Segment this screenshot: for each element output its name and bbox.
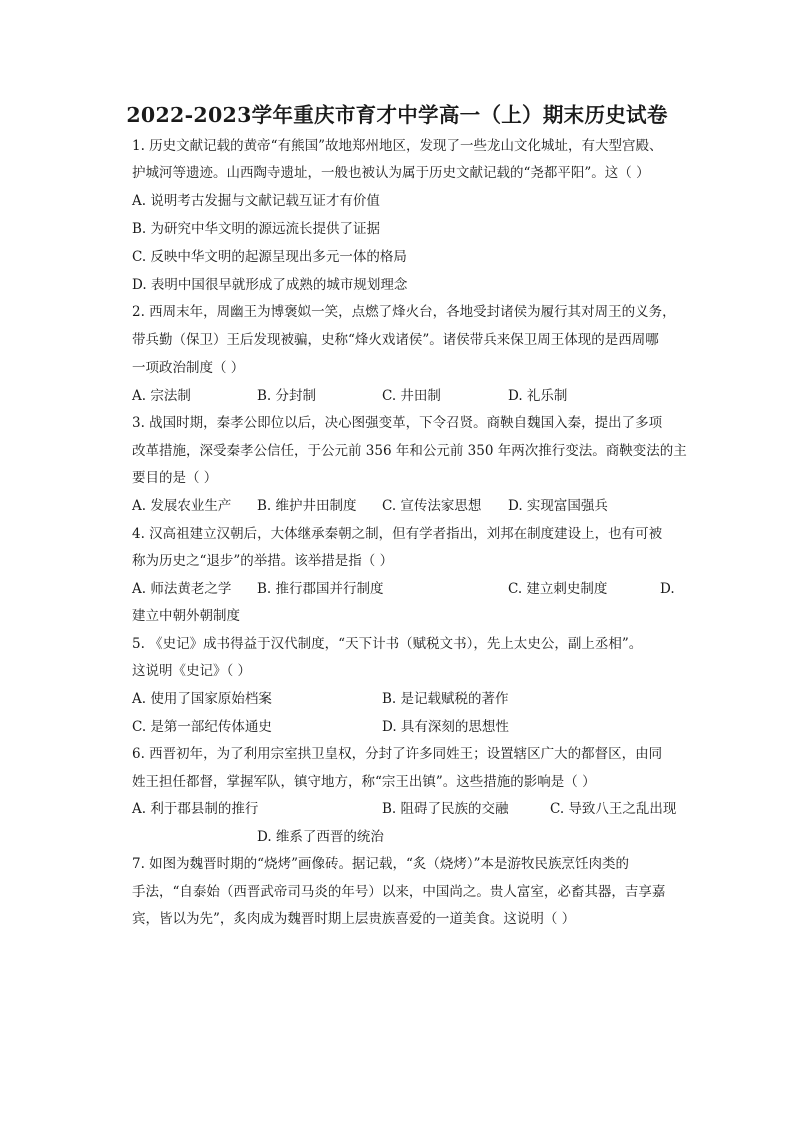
- question-2-option-b: B. 分封制: [257, 388, 317, 404]
- question-3-option-b: B. 维护井田制度: [257, 498, 357, 514]
- question-6-stem-line-2: 姓王担任都督，掌握军队，镇守地方，称“宗王出镇”。这些措施的影响是（ ）: [132, 774, 596, 790]
- page-title: 2022-2023学年重庆市育才中学高一（上）期末历史试卷: [126, 103, 668, 127]
- question-4-stem-line-2: 称为历史之“退步”的举措。该举措是指（ ）: [132, 553, 394, 569]
- question-2-option-d: D. 礼乐制: [508, 388, 568, 404]
- question-7-stem-line-3: 宾，皆以为先”，炙肉成为魏晋时期上层贵族喜爱的一道美食。这说明（ ）: [132, 911, 576, 927]
- question-2-option-a: A. 宗法制: [132, 388, 191, 404]
- question-3-stem-line-3: 要目的是（ ）: [132, 470, 218, 486]
- question-2-stem-line-2: 带兵勤（保卫）王后发现被骗，史称“烽火戏诸侯”。诸侯带兵来保卫周王体现的是西周哪: [132, 332, 659, 348]
- question-1-option-c: C. 反映中华文明的起源呈现出多元一体的格局: [132, 249, 407, 265]
- question-1-option-d: D. 表明中国很早就形成了成熟的城市规划理念: [132, 277, 408, 293]
- question-3-option-a: A. 发展农业生产: [132, 498, 232, 514]
- question-4-option-d-label: D.: [660, 581, 675, 597]
- question-3-option-c: C. 宣传法家思想: [382, 498, 482, 514]
- question-6-option-b: B. 阻碍了民族的交融: [382, 801, 509, 817]
- question-6-option-a: A. 利于郡县制的推行: [132, 801, 259, 817]
- question-1-option-b: B. 为研究中华文明的源远流长提供了证据: [132, 221, 381, 237]
- question-2-stem-line-3: 一项政治制度（ ）: [132, 360, 245, 376]
- question-5-option-c: C. 是第一部纪传体通史: [132, 719, 272, 735]
- question-2-stem-line-1: 2. 西周末年，周幽王为博褒姒一笑，点燃了烽火台，各地受封诸侯为履行其对周王的义务，: [132, 304, 676, 320]
- question-3-option-d: D. 实现富国强兵: [508, 498, 608, 514]
- question-6-option-c: C. 导致八王之乱出现: [550, 801, 677, 817]
- question-3-stem-line-1: 3. 战国时期，秦孝公即位以后，决心图强变革，下令召贤。商鞅自魏国入秦，提出了多项: [132, 415, 663, 431]
- question-7-stem-line-1: 7. 如图为魏晋时期的“烧烤”画像砖。据记载，“炙（烧烤）”本是游牧民族烹饪肉类的: [132, 856, 630, 872]
- question-3-stem-line-2: 改革措施，深受秦孝公信任，于公元前 356 年和公元前 350 年两次推行变法。商鞅变法的主: [132, 443, 687, 459]
- question-4-option-c: C. 建立刺史制度: [508, 581, 608, 597]
- question-4-option-a: A. 师法黄老之学: [132, 581, 232, 597]
- question-5-option-b: B. 是记载赋税的著作: [382, 691, 509, 707]
- question-6-stem-line-1: 6. 西晋初年，为了利用宗室拱卫皇权，分封了许多同姓王；设置辖区广大的都督区，由同: [132, 746, 663, 762]
- question-5-stem-line-2: 这说明《史记》（ ）: [132, 663, 252, 679]
- question-1-option-a: A. 说明考古发掘与文献记载互证才有价值: [132, 193, 380, 209]
- question-7-stem-line-2: 手法，“自泰始（西晋武帝司马炎的年号）以来，中国尚之。贵人富室，必畜其器，吉享嘉: [132, 884, 666, 900]
- question-5-option-d: D. 具有深刻的思想性: [382, 719, 509, 735]
- question-1-stem-line-1: 1. 历史文献记载的黄帝“有熊国”故地郑州地区，发现了一些龙山文化城址，有大型宫殿、: [132, 138, 663, 154]
- question-6-option-d: D. 维系了西晋的统治: [257, 829, 384, 845]
- question-4-option-d-text: 建立中朝外朝制度: [132, 608, 240, 624]
- question-4-stem-line-1: 4. 汉高祖建立汉朝后，大体继承秦朝之制，但有学者指出，刘邦在制度建设上，也有可被: [132, 526, 663, 542]
- question-5-option-a: A. 使用了国家原始档案: [132, 691, 272, 707]
- question-2-option-c: C. 井田制: [382, 388, 441, 404]
- question-1-stem-line-2: 护城河等遗迹。山西陶寺遗址，一般也被认为属于历史文献记载的“尧都平阳”。这（ ）: [132, 165, 650, 181]
- question-5-stem-line-1: 5. 《史记》成书得益于汉代制度，“天下计书（赋税文书），先上太史公，副上丞相”。: [132, 636, 643, 652]
- question-4-option-b: B. 推行郡国并行制度: [257, 581, 384, 597]
